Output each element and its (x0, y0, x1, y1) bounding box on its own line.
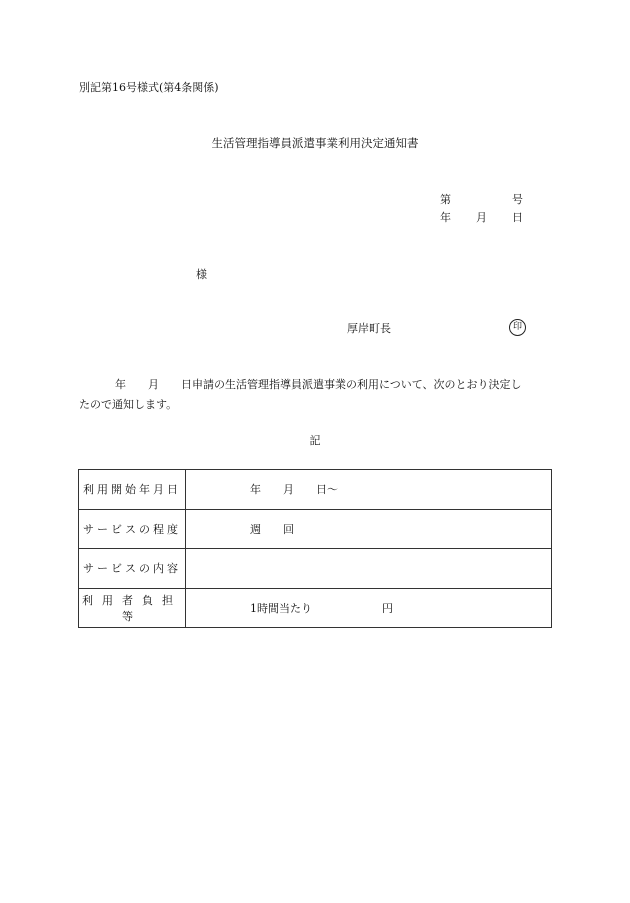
user-burden-label: 利用者負担等 (79, 588, 186, 628)
date-day-label: 日 (512, 211, 523, 224)
details-table (78, 469, 552, 628)
start-month-label: 月 (283, 483, 294, 497)
document-title: 生活管理指導員派遣事業利用決定通知書 (211, 136, 419, 150)
doc-number-suffix: 号 (512, 193, 523, 206)
table-row (79, 549, 552, 589)
week-label: 週 (250, 522, 261, 536)
body-year-label: 年 (115, 378, 126, 391)
issuer-name: 厚岸町長 (347, 322, 391, 335)
service-content-label: サービスの内容 (79, 549, 186, 589)
body-text-line-2: たので通知します。 (79, 398, 178, 411)
ki-heading: 記 (309, 434, 321, 447)
times-label: 回 (283, 522, 294, 536)
body-month-label: 月 (148, 378, 159, 391)
seal-mark: 印 (509, 319, 526, 336)
start-year-label: 年 (250, 483, 261, 497)
body-text-after: 日申請の生活管理指導員派遣事業の利用について、次のとおり決定し (181, 378, 522, 391)
start-day-label: 日〜 (316, 483, 338, 497)
doc-number-prefix: 第 (440, 193, 451, 206)
table-row (79, 470, 552, 510)
start-date-label: 利用開始年月日 (79, 470, 186, 510)
table-row (79, 588, 552, 628)
date-year-label: 年 (440, 211, 451, 224)
service-content-value (186, 549, 552, 589)
table-row (79, 509, 552, 549)
service-level-value (186, 509, 552, 549)
start-date-value (186, 470, 552, 510)
body-text-line-1 (79, 379, 522, 390)
date-month-label: 月 (476, 211, 487, 224)
service-level-label: サービスの程度 (79, 509, 186, 549)
yen-label: 円 (382, 601, 393, 615)
hourly-rate-label: 1時間当たり (250, 601, 312, 615)
form-label: 別記第16号様式(第4条関係) (79, 81, 219, 94)
addressee-suffix: 様 (196, 268, 207, 281)
user-burden-value (186, 588, 552, 628)
